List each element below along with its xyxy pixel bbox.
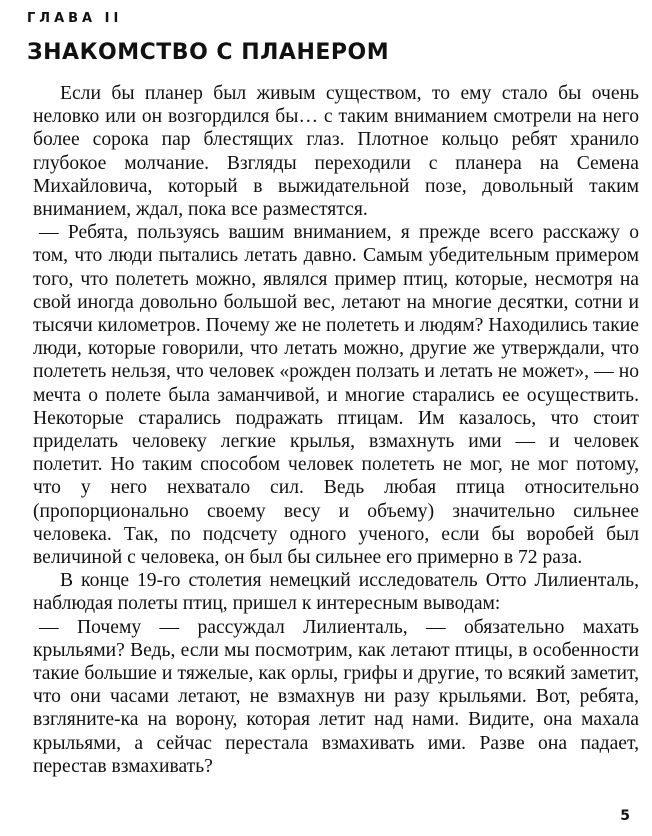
paragraph: В конце 19-го столетия немецкий исследователь Отто Лилиенталь, наблюдая полеты птиц, пришел к интересным выводам: bbox=[33, 570, 639, 615]
body-text bbox=[33, 82, 639, 778]
paragraph: — Почему — рассуждал Лилиенталь, — обязательно махать крыльями? Ведь, если мы посмотрим, как летают птицы, в особенности такие большие и тяжелые, как орлы, грифы и другие, то всякий заметит, что они часами летают, не взмахнув ни разу крыльями. Вот, ребята, взгляните-ка на ворону, которая летит над нами. Видите, она махала крыльями, а сейчас перестала взмахивать ими. Разве она падает, перестав взмахивать? bbox=[33, 616, 639, 777]
paragraph: — Ребята, пользуясь вашим вниманием, я прежде всего расскажу о том, что люди пытались летать давно. Самым убедительным примером того, что полететь можно, являлся пример птиц, которые, несмотря на свой иногда довольно большой вес, летают на многие десятки, сотни и тысячи километров. Почему же не полететь и людям? Находились такие люди, которые говорили, что летать можно, другие же утверждали, что полететь нельзя, что человек «рожден ползать и летать не может», — но мечта о полете была заманчивой, и многие старались ее осуществить. Некоторые старались подражать птицам. Им казалось, что стоит приделать человеку легкие крылья, взмахнуть ими — и человек полетит. Но таким способом человек полететь не мог, не мог потому, что у него нехватало сил. Ведь любая птица относительно (пропорционально своему весу и объему) значительно сильнее человека. Так, по подсчету одного ученого, если бы воробей был величиной с человека, он был бы сильнее его примерно в 72 раза. bbox=[33, 222, 639, 569]
paragraph: Если бы планер был живым существом, то ему стало бы очень неловко или он возгордился бы… с таким вниманием смотрели на него более сорока пар блестящих глаз. Плотное кольцо ребят хранило глубокое молчание. Взгляды переходили с планера на Семена Михайловича, который в выжидательной позе, довольный таким вниманием, ждал, пока все разместятся. bbox=[33, 83, 639, 221]
chapter-label: ГЛАВА II bbox=[27, 11, 123, 26]
page-number: 5 bbox=[620, 808, 630, 824]
chapter-title: ЗНАКОМСТВО С ПЛАНЕРОМ bbox=[27, 40, 390, 65]
